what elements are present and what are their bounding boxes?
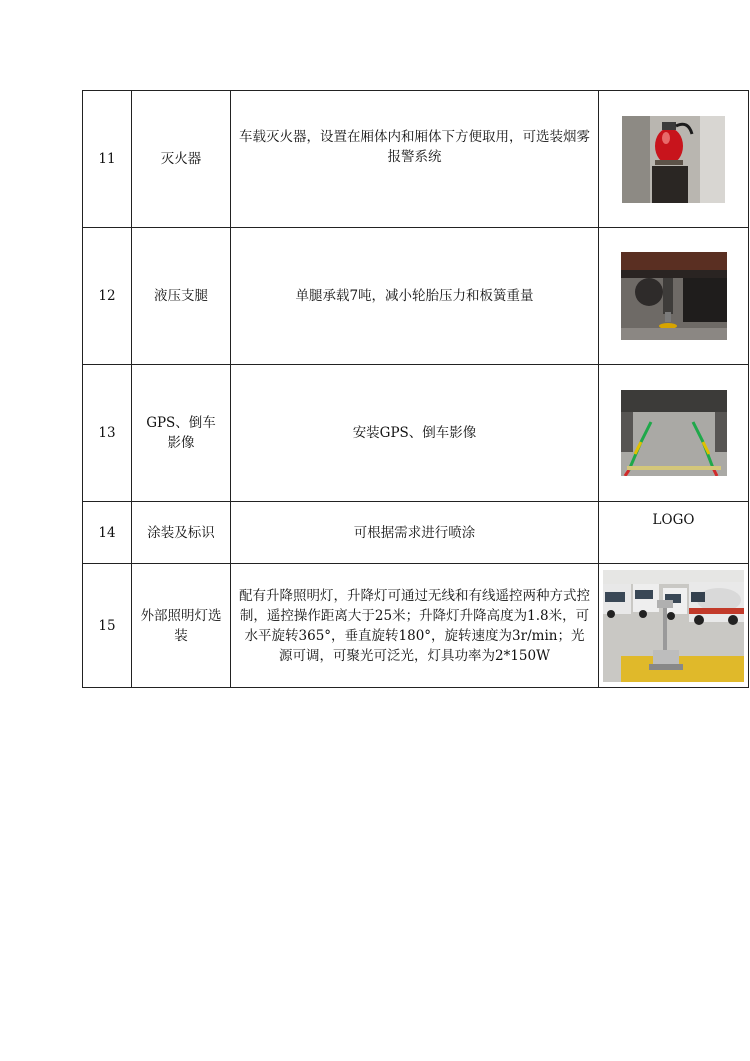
item-name: 涂装及标识 xyxy=(132,502,231,564)
item-name: 灭火器 xyxy=(132,91,231,228)
row-number: 15 xyxy=(83,564,132,688)
item-image-cell xyxy=(599,365,749,502)
row-number: 13 xyxy=(83,365,132,502)
spec-table xyxy=(82,90,749,688)
row-number: 12 xyxy=(83,228,132,365)
table-row xyxy=(83,91,749,228)
table-row xyxy=(83,502,749,564)
logo-text: LOGO xyxy=(599,502,749,564)
item-name: 液压支腿 xyxy=(132,228,231,365)
item-description: 可根据需求进行喷涂 xyxy=(231,502,599,564)
item-description: 单腿承载7吨，减小轮胎压力和板簧重量 xyxy=(231,228,599,365)
table-row xyxy=(83,228,749,365)
row-number: 11 xyxy=(83,91,132,228)
row-number: 14 xyxy=(83,502,132,564)
item-image-cell xyxy=(599,228,749,365)
fire-extinguisher-photo xyxy=(622,116,725,203)
hydraulic-outrigger-photo xyxy=(621,252,727,340)
item-name: GPS、倒车影像 xyxy=(132,365,231,502)
item-image-cell xyxy=(599,564,749,688)
item-name: 外部照明灯选装 xyxy=(132,564,231,688)
table-row xyxy=(83,564,749,688)
item-image-cell xyxy=(599,91,749,228)
item-description: 安装GPS、倒车影像 xyxy=(231,365,599,502)
table-row xyxy=(83,365,749,502)
lighting-mast-photo xyxy=(603,570,744,682)
reversing-camera-photo xyxy=(621,390,727,476)
item-description: 配有升降照明灯，升降灯可通过无线和有线遥控两种方式控制，遥控操作距离大于25米；升降灯升降高度为1.8米，可水平旋转365°，垂直旋转180°，旋转速度为3r/min；光源可调，可聚光可泛光，灯具功率为2*150W xyxy=(231,564,599,688)
item-description: 车载灭火器，设置在厢体内和厢体下方便取用，可选装烟雾报警系统 xyxy=(231,91,599,228)
